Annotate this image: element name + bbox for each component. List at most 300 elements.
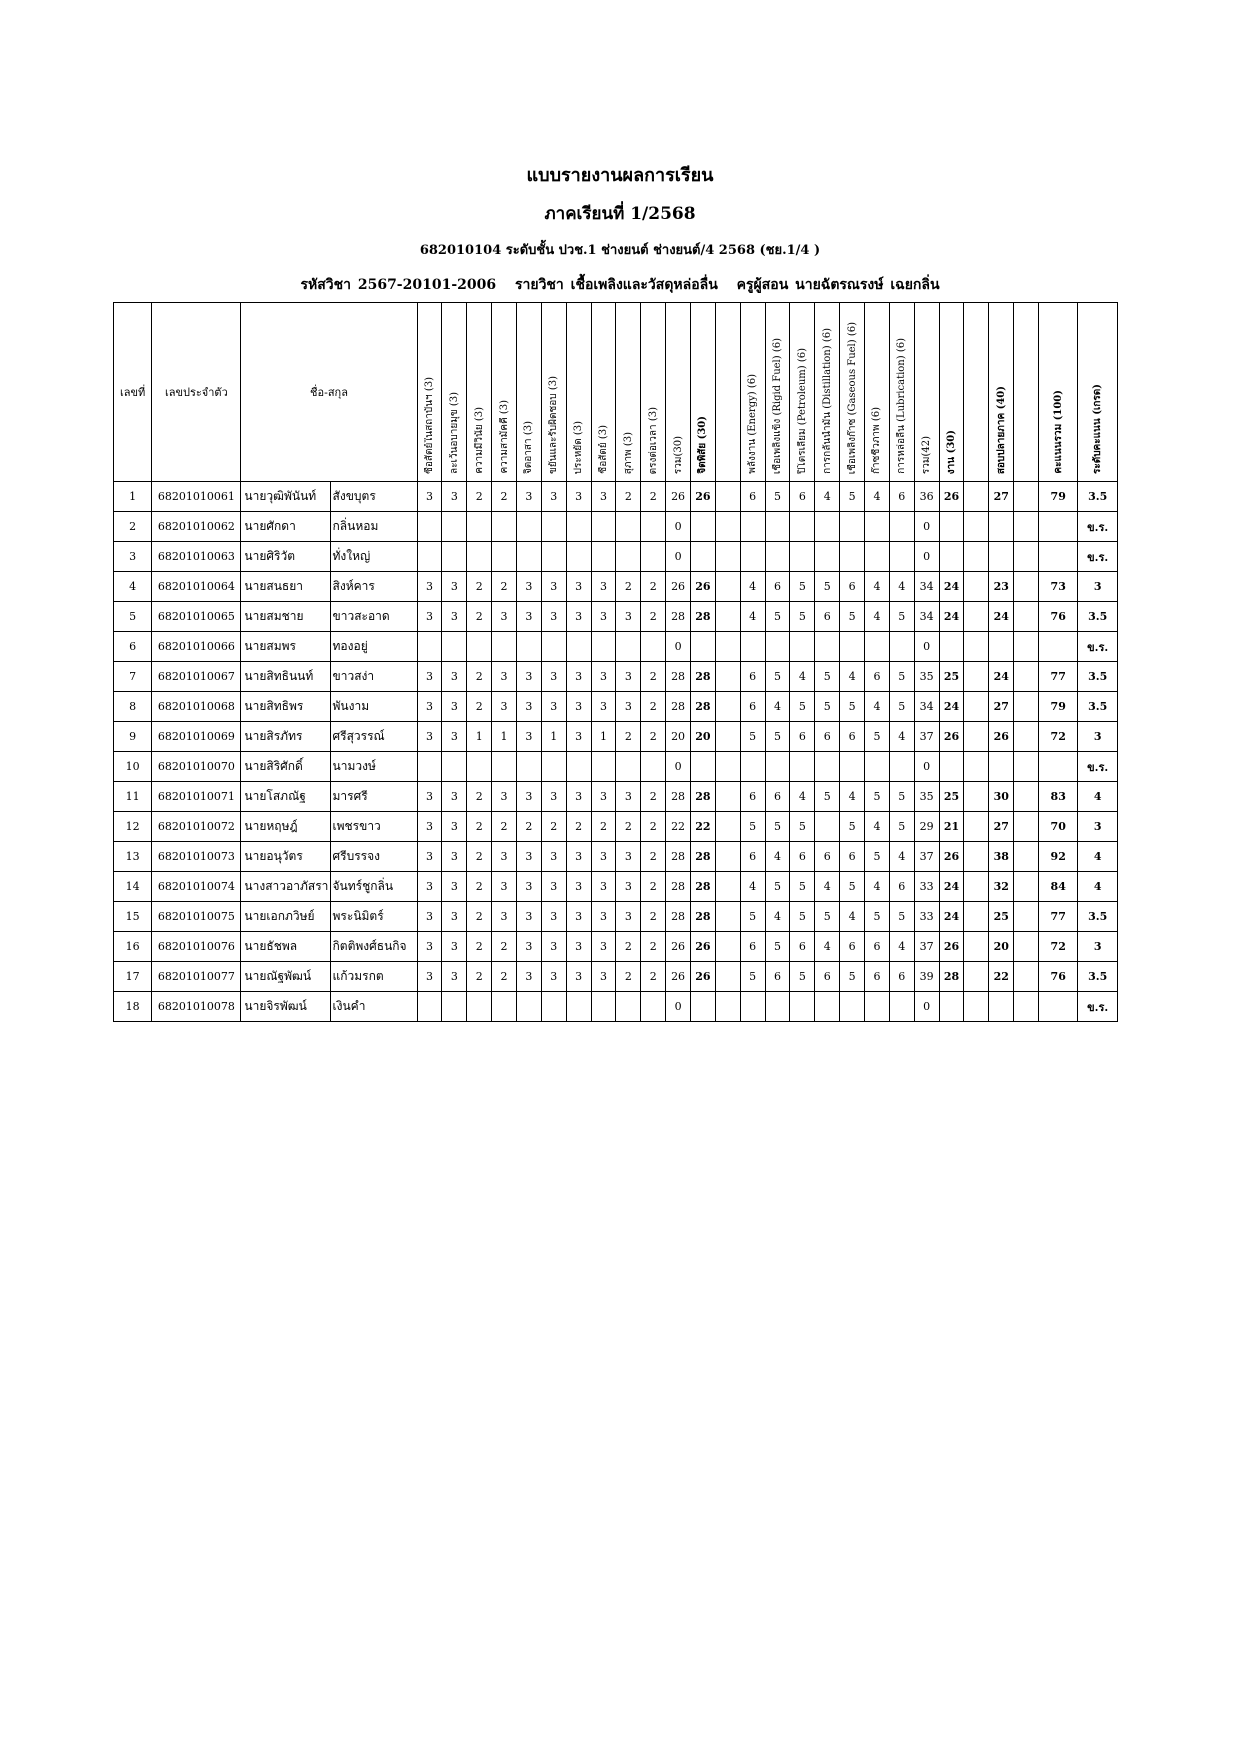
score-cell: 24 <box>989 602 1014 632</box>
score-cell <box>516 992 541 1022</box>
score-cell: 6 <box>740 932 765 962</box>
score-cell: 3 <box>1078 572 1118 602</box>
score-cell: 2 <box>467 962 492 992</box>
report-title: แบบรายงานผลการเรียน <box>526 165 714 186</box>
student-id: 68201010076 <box>152 932 241 962</box>
col-header-score <box>442 303 467 482</box>
table-row <box>114 632 1118 662</box>
score-cell: 3 <box>566 602 591 632</box>
score-cell: 77 <box>1039 662 1078 692</box>
score-cell: 2 <box>591 812 616 842</box>
score-cell: 3 <box>442 902 467 932</box>
score-cell: 5 <box>765 812 790 842</box>
score-cell: 5 <box>889 782 914 812</box>
score-cell: ข.ร. <box>1078 992 1118 1022</box>
score-cell: 5 <box>790 602 815 632</box>
score-cell: 5 <box>790 692 815 722</box>
score-cell: 3 <box>516 872 541 902</box>
score-cell: 3 <box>616 692 641 722</box>
col-header-label: ความมีวินัย (3) <box>473 407 485 474</box>
score-cell: 83 <box>1039 782 1078 812</box>
score-cell: 3 <box>417 722 442 752</box>
score-cell <box>715 692 740 722</box>
table-row <box>114 932 1118 962</box>
student-last-name: ศรีบรรจง <box>330 842 417 872</box>
score-cell: 3 <box>566 872 591 902</box>
score-cell: 3 <box>591 662 616 692</box>
score-cell: 6 <box>740 662 765 692</box>
row-number: 15 <box>114 902 152 932</box>
score-cell: 4 <box>740 602 765 632</box>
score-cell: 76 <box>1039 602 1078 632</box>
score-cell: ข.ร. <box>1078 632 1118 662</box>
row-number: 8 <box>114 692 152 722</box>
score-cell: 3 <box>566 572 591 602</box>
score-cell: 4 <box>865 602 890 632</box>
score-cell: 3.5 <box>1078 902 1118 932</box>
score-cell <box>964 542 989 572</box>
score-cell: 73 <box>1039 572 1078 602</box>
score-cell <box>1014 542 1039 572</box>
score-cell: 26 <box>691 962 716 992</box>
score-cell: 0 <box>666 632 691 662</box>
score-cell: 6 <box>740 482 765 512</box>
score-cell: 3 <box>442 932 467 962</box>
student-id: 68201010065 <box>152 602 241 632</box>
score-cell: 6 <box>889 482 914 512</box>
col-header-score <box>541 303 566 482</box>
score-cell: 3 <box>566 482 591 512</box>
student-first-name: นายสมพร <box>241 632 330 662</box>
score-cell: 4 <box>865 482 890 512</box>
student-id: 68201010062 <box>152 512 241 542</box>
score-cell <box>1014 572 1039 602</box>
score-cell: 4 <box>865 572 890 602</box>
score-cell <box>516 512 541 542</box>
score-cell: 28 <box>666 872 691 902</box>
score-cell <box>566 992 591 1022</box>
col-header-score <box>865 303 890 482</box>
score-cell: 3.5 <box>1078 602 1118 632</box>
score-cell: 4 <box>865 812 890 842</box>
score-cell <box>1039 992 1078 1022</box>
score-cell: 2 <box>467 902 492 932</box>
col-header-score <box>1039 303 1078 482</box>
score-cell: 3 <box>417 812 442 842</box>
score-cell <box>815 512 840 542</box>
student-id: 68201010068 <box>152 692 241 722</box>
score-cell: 2 <box>566 812 591 842</box>
student-first-name: นายหฤษฎ์ <box>241 812 330 842</box>
score-cell: 22 <box>666 812 691 842</box>
score-cell <box>442 632 467 662</box>
score-cell: 26 <box>666 572 691 602</box>
score-cell <box>989 752 1014 782</box>
score-cell: 3 <box>541 482 566 512</box>
row-number: 17 <box>114 962 152 992</box>
score-cell: 21 <box>939 812 964 842</box>
score-cell: 79 <box>1039 692 1078 722</box>
score-cell <box>840 992 865 1022</box>
student-last-name: เพชรขาว <box>330 812 417 842</box>
student-last-name: มารศรี <box>330 782 417 812</box>
col-header-label: เชื้อเพลิงแข็ง (Rigid Fuel) (6) <box>772 337 783 474</box>
score-cell: 3 <box>442 482 467 512</box>
score-cell: 2 <box>641 902 666 932</box>
score-cell: 6 <box>765 782 790 812</box>
score-cell: 2 <box>467 872 492 902</box>
score-cell: 34 <box>914 692 939 722</box>
score-cell: 20 <box>666 722 691 752</box>
score-cell: 20 <box>989 932 1014 962</box>
score-cell <box>964 662 989 692</box>
score-cell <box>939 512 964 542</box>
score-cell <box>964 572 989 602</box>
table-row <box>114 962 1118 992</box>
score-cell: 3 <box>492 872 517 902</box>
student-id: 68201010066 <box>152 632 241 662</box>
student-last-name: พระนิมิตร์ <box>330 902 417 932</box>
score-cell: 3 <box>591 902 616 932</box>
score-cell <box>1014 842 1039 872</box>
score-cell: 3 <box>417 902 442 932</box>
score-cell: 4 <box>889 932 914 962</box>
score-cell <box>715 722 740 752</box>
score-cell <box>964 872 989 902</box>
col-header-score <box>516 303 541 482</box>
score-cell <box>889 752 914 782</box>
score-cell: ข.ร. <box>1078 512 1118 542</box>
score-cell <box>541 542 566 572</box>
student-id: 68201010064 <box>152 572 241 602</box>
col-header-score <box>591 303 616 482</box>
score-cell <box>765 752 790 782</box>
table-row <box>114 872 1118 902</box>
score-cell: 3 <box>442 842 467 872</box>
score-cell: 5 <box>765 602 790 632</box>
score-cell: 6 <box>815 842 840 872</box>
score-cell <box>492 512 517 542</box>
table-row <box>114 752 1118 782</box>
score-cell: 6 <box>840 722 865 752</box>
score-cell: 3 <box>541 932 566 962</box>
col-header-label: เชื้อเพลิงก๊าซ (Gaseous Fuel) (6) <box>846 321 858 474</box>
score-cell: 3 <box>442 602 467 632</box>
score-cell: 2 <box>492 812 517 842</box>
score-cell: 5 <box>740 902 765 932</box>
student-last-name: สังขบุตร <box>330 482 417 512</box>
score-cell <box>964 602 989 632</box>
score-cell: 6 <box>790 842 815 872</box>
score-cell: 3 <box>492 842 517 872</box>
score-cell: 3 <box>591 482 616 512</box>
row-number: 1 <box>114 482 152 512</box>
score-cell: 3 <box>541 662 566 692</box>
score-cell: 25 <box>939 662 964 692</box>
score-cell: 3 <box>566 902 591 932</box>
score-cell: 0 <box>666 512 691 542</box>
score-cell: 3 <box>566 842 591 872</box>
table-row <box>114 482 1118 512</box>
score-cell <box>840 512 865 542</box>
col-header-score <box>939 303 964 482</box>
score-cell: 6 <box>865 932 890 962</box>
score-cell <box>715 512 740 542</box>
score-cell: 6 <box>790 932 815 962</box>
score-cell: 2 <box>641 842 666 872</box>
score-cell: 4 <box>815 482 840 512</box>
score-cell: 6 <box>815 602 840 632</box>
score-cell: 70 <box>1039 812 1078 842</box>
col-header-score <box>964 303 989 482</box>
table-row <box>114 542 1118 572</box>
row-number: 12 <box>114 812 152 842</box>
score-cell <box>715 542 740 572</box>
score-cell: 3 <box>516 902 541 932</box>
score-cell: 3 <box>417 692 442 722</box>
score-cell <box>790 632 815 662</box>
score-cell: 22 <box>691 812 716 842</box>
col-header-label: ระดับคะแนน (เกรด) <box>1092 383 1104 474</box>
score-cell <box>1014 782 1039 812</box>
student-first-name: นายอนุวัตร <box>241 842 330 872</box>
col-header-score <box>1014 303 1039 482</box>
col-header-score <box>914 303 939 482</box>
score-cell: ข.ร. <box>1078 752 1118 782</box>
score-cell: 26 <box>691 482 716 512</box>
score-cell <box>964 962 989 992</box>
score-cell: 4 <box>1078 872 1118 902</box>
score-cell: 22 <box>989 962 1014 992</box>
score-cell <box>616 632 641 662</box>
row-number: 13 <box>114 842 152 872</box>
score-cell <box>1014 512 1039 542</box>
score-cell <box>815 542 840 572</box>
row-number: 3 <box>114 542 152 572</box>
score-cell <box>442 752 467 782</box>
score-cell <box>417 512 442 542</box>
score-cell <box>715 482 740 512</box>
col-header-score <box>815 303 840 482</box>
student-first-name: นายสิทธิพร <box>241 692 330 722</box>
score-cell: 3 <box>541 842 566 872</box>
student-last-name: ขาวสง่า <box>330 662 417 692</box>
student-id: 68201010070 <box>152 752 241 782</box>
score-cell: 2 <box>467 782 492 812</box>
score-cell: 28 <box>691 692 716 722</box>
score-cell: 5 <box>815 902 840 932</box>
score-cell: ข.ร. <box>1078 542 1118 572</box>
score-cell <box>715 872 740 902</box>
score-cell: 3 <box>541 602 566 632</box>
col-header-score <box>566 303 591 482</box>
score-cell: 26 <box>939 842 964 872</box>
score-cell: 3 <box>541 572 566 602</box>
score-cell <box>840 632 865 662</box>
score-cell: 5 <box>840 692 865 722</box>
table-row <box>114 782 1118 812</box>
score-cell <box>1014 992 1039 1022</box>
score-cell: 33 <box>914 902 939 932</box>
score-cell: 38 <box>989 842 1014 872</box>
score-cell: 6 <box>889 962 914 992</box>
score-cell: 3 <box>492 902 517 932</box>
student-first-name: นายสมชาย <box>241 602 330 632</box>
col-header-label: ซื่อสัตย์ในสถาบันฯ (3) <box>423 377 435 474</box>
score-cell <box>765 632 790 662</box>
score-cell: 0 <box>914 632 939 662</box>
student-id: 68201010067 <box>152 662 241 692</box>
score-cell: 27 <box>989 692 1014 722</box>
row-number: 16 <box>114 932 152 962</box>
score-cell: 2 <box>492 572 517 602</box>
score-cell: 3 <box>417 602 442 632</box>
score-cell <box>715 842 740 872</box>
score-cell: 5 <box>889 692 914 722</box>
course-code: รหัสวิชา 2567-20101-2006 <box>300 277 497 293</box>
score-cell: 28 <box>691 662 716 692</box>
student-last-name: นามวงษ์ <box>330 752 417 782</box>
score-cell <box>989 632 1014 662</box>
score-cell <box>715 602 740 632</box>
score-cell <box>865 512 890 542</box>
score-cell <box>765 542 790 572</box>
score-cell: 28 <box>666 902 691 932</box>
score-cell: 25 <box>939 782 964 812</box>
score-cell: 26 <box>666 962 691 992</box>
score-cell <box>1014 932 1039 962</box>
score-cell: 5 <box>790 572 815 602</box>
score-cell <box>566 542 591 572</box>
score-cell <box>541 992 566 1022</box>
table-row <box>114 662 1118 692</box>
score-cell: 24 <box>989 662 1014 692</box>
score-cell <box>865 752 890 782</box>
score-cell <box>591 632 616 662</box>
score-cell: 3 <box>516 722 541 752</box>
class-line: 682010104 ระดับชั้น ปวช.1 ช่างยนต์ ช่างยนต์/4 2568 (ชย.1/4 ) <box>419 243 821 258</box>
student-first-name: นายโสภณัฐ <box>241 782 330 812</box>
score-cell: 6 <box>815 962 840 992</box>
score-cell: 3 <box>541 782 566 812</box>
score-cell: 5 <box>765 872 790 902</box>
score-cell: 0 <box>666 542 691 572</box>
score-cell: 37 <box>914 722 939 752</box>
student-first-name: นายธัชพล <box>241 932 330 962</box>
score-cell: 4 <box>740 572 765 602</box>
score-cell: 3 <box>591 572 616 602</box>
score-cell <box>1014 812 1039 842</box>
row-number: 6 <box>114 632 152 662</box>
score-cell: 2 <box>467 692 492 722</box>
student-id: 68201010075 <box>152 902 241 932</box>
score-cell: 2 <box>516 812 541 842</box>
score-cell: 2 <box>616 962 641 992</box>
score-cell: 2 <box>641 482 666 512</box>
score-cell <box>715 782 740 812</box>
score-cell: 3 <box>616 602 641 632</box>
score-cell: 5 <box>765 932 790 962</box>
student-last-name: สิงห์คาร <box>330 572 417 602</box>
score-cell: 4 <box>889 572 914 602</box>
score-cell: 3 <box>616 902 641 932</box>
score-cell: 20 <box>691 722 716 752</box>
score-cell: 5 <box>740 722 765 752</box>
score-cell: 25 <box>989 902 1014 932</box>
score-cell <box>1014 662 1039 692</box>
score-cell <box>815 632 840 662</box>
score-cell: 2 <box>492 482 517 512</box>
score-cell <box>641 542 666 572</box>
score-cell: 3 <box>1078 932 1118 962</box>
score-cell <box>889 542 914 572</box>
score-cell <box>964 812 989 842</box>
score-cell: 72 <box>1039 722 1078 752</box>
student-last-name: ทองอยู่ <box>330 632 417 662</box>
row-number: 2 <box>114 512 152 542</box>
score-cell: 30 <box>989 782 1014 812</box>
col-header-no: เลขที่ <box>114 303 152 482</box>
score-cell <box>467 542 492 572</box>
score-cell <box>417 992 442 1022</box>
score-cell: 27 <box>989 482 1014 512</box>
score-cell: 2 <box>641 812 666 842</box>
score-cell: 33 <box>914 872 939 902</box>
score-cell: 28 <box>691 902 716 932</box>
col-header-score <box>417 303 442 482</box>
score-cell: 24 <box>939 692 964 722</box>
score-cell <box>1014 632 1039 662</box>
col-header-label: การหล่อลื่น (Lubrication) (6) <box>896 338 908 474</box>
score-cell: 4 <box>1078 782 1118 812</box>
score-cell: 28 <box>666 602 691 632</box>
student-last-name: เงินคำ <box>330 992 417 1022</box>
score-cell: 28 <box>691 872 716 902</box>
score-cell: 5 <box>865 902 890 932</box>
score-cell: 77 <box>1039 902 1078 932</box>
score-cell <box>840 752 865 782</box>
table-row <box>114 842 1118 872</box>
col-header-label: ความสามัคคี (3) <box>498 400 510 474</box>
score-cell: 5 <box>740 962 765 992</box>
student-last-name: แก้วมรกต <box>330 962 417 992</box>
student-id: 68201010071 <box>152 782 241 812</box>
score-cell: 5 <box>889 662 914 692</box>
score-cell: 2 <box>492 962 517 992</box>
score-cell: 3 <box>541 902 566 932</box>
score-cell <box>1014 722 1039 752</box>
score-cell <box>790 992 815 1022</box>
score-cell: 3 <box>516 782 541 812</box>
student-first-name: นายเอกภวิษย์ <box>241 902 330 932</box>
score-cell: 5 <box>840 482 865 512</box>
score-cell: 6 <box>765 962 790 992</box>
score-cell: 5 <box>765 482 790 512</box>
score-cell <box>566 632 591 662</box>
score-cell: 76 <box>1039 962 1078 992</box>
score-cell <box>765 992 790 1022</box>
score-cell: 35 <box>914 662 939 692</box>
score-cell: 3 <box>417 962 442 992</box>
score-cell: 3 <box>591 962 616 992</box>
score-cell: 2 <box>641 602 666 632</box>
score-cell: 28 <box>666 662 691 692</box>
score-cell <box>964 992 989 1022</box>
student-id: 68201010061 <box>152 482 241 512</box>
score-cell: 2 <box>616 722 641 752</box>
col-header-label: ก๊าซชีวภาพ (6) <box>871 406 883 474</box>
score-cell: 4 <box>740 872 765 902</box>
